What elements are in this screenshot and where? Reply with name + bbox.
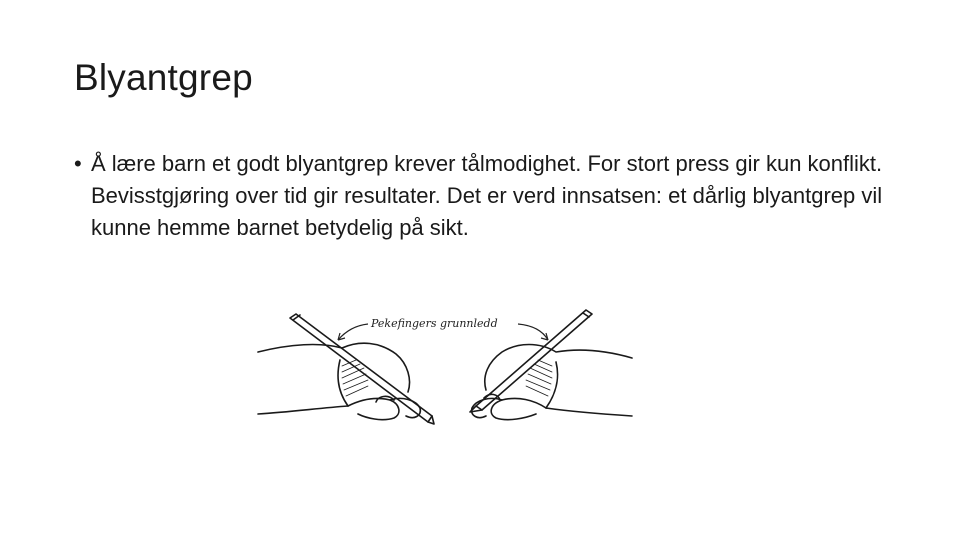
bullet-text: Å lære barn et godt blyantgrep krever tålmodighet. For stort press gir kun konflikt. Bevisstgjøring over tid gir resultater. Det er verd innsatsen: et dårlig blyantgrep vil kunne hemme barnet betydelig på sikt.: [91, 151, 883, 240]
left-pencil: [290, 314, 432, 422]
left-thumb: [348, 398, 399, 419]
bullet-item: [74, 148, 894, 244]
caption-arrow-right: [518, 324, 548, 340]
left-hand-outline-bottom: [258, 406, 348, 414]
left-hand-drawing: [258, 314, 434, 424]
right-thumb: [491, 398, 546, 419]
caption-arrow-left: [338, 324, 368, 340]
right-hand-outline-bottom: [546, 408, 632, 416]
pencil-grip-drawing: [250, 296, 640, 430]
left-palm-line: [338, 360, 348, 406]
bullet-marker: •: [74, 151, 82, 176]
right-palm-line: [546, 362, 558, 408]
pencil-grip-illustration: [250, 296, 640, 430]
bullet-list: [74, 148, 894, 244]
drawing-caption: Pekefingers grunnledd: [371, 317, 498, 330]
slide-title: Blyantgrep: [74, 57, 253, 98]
